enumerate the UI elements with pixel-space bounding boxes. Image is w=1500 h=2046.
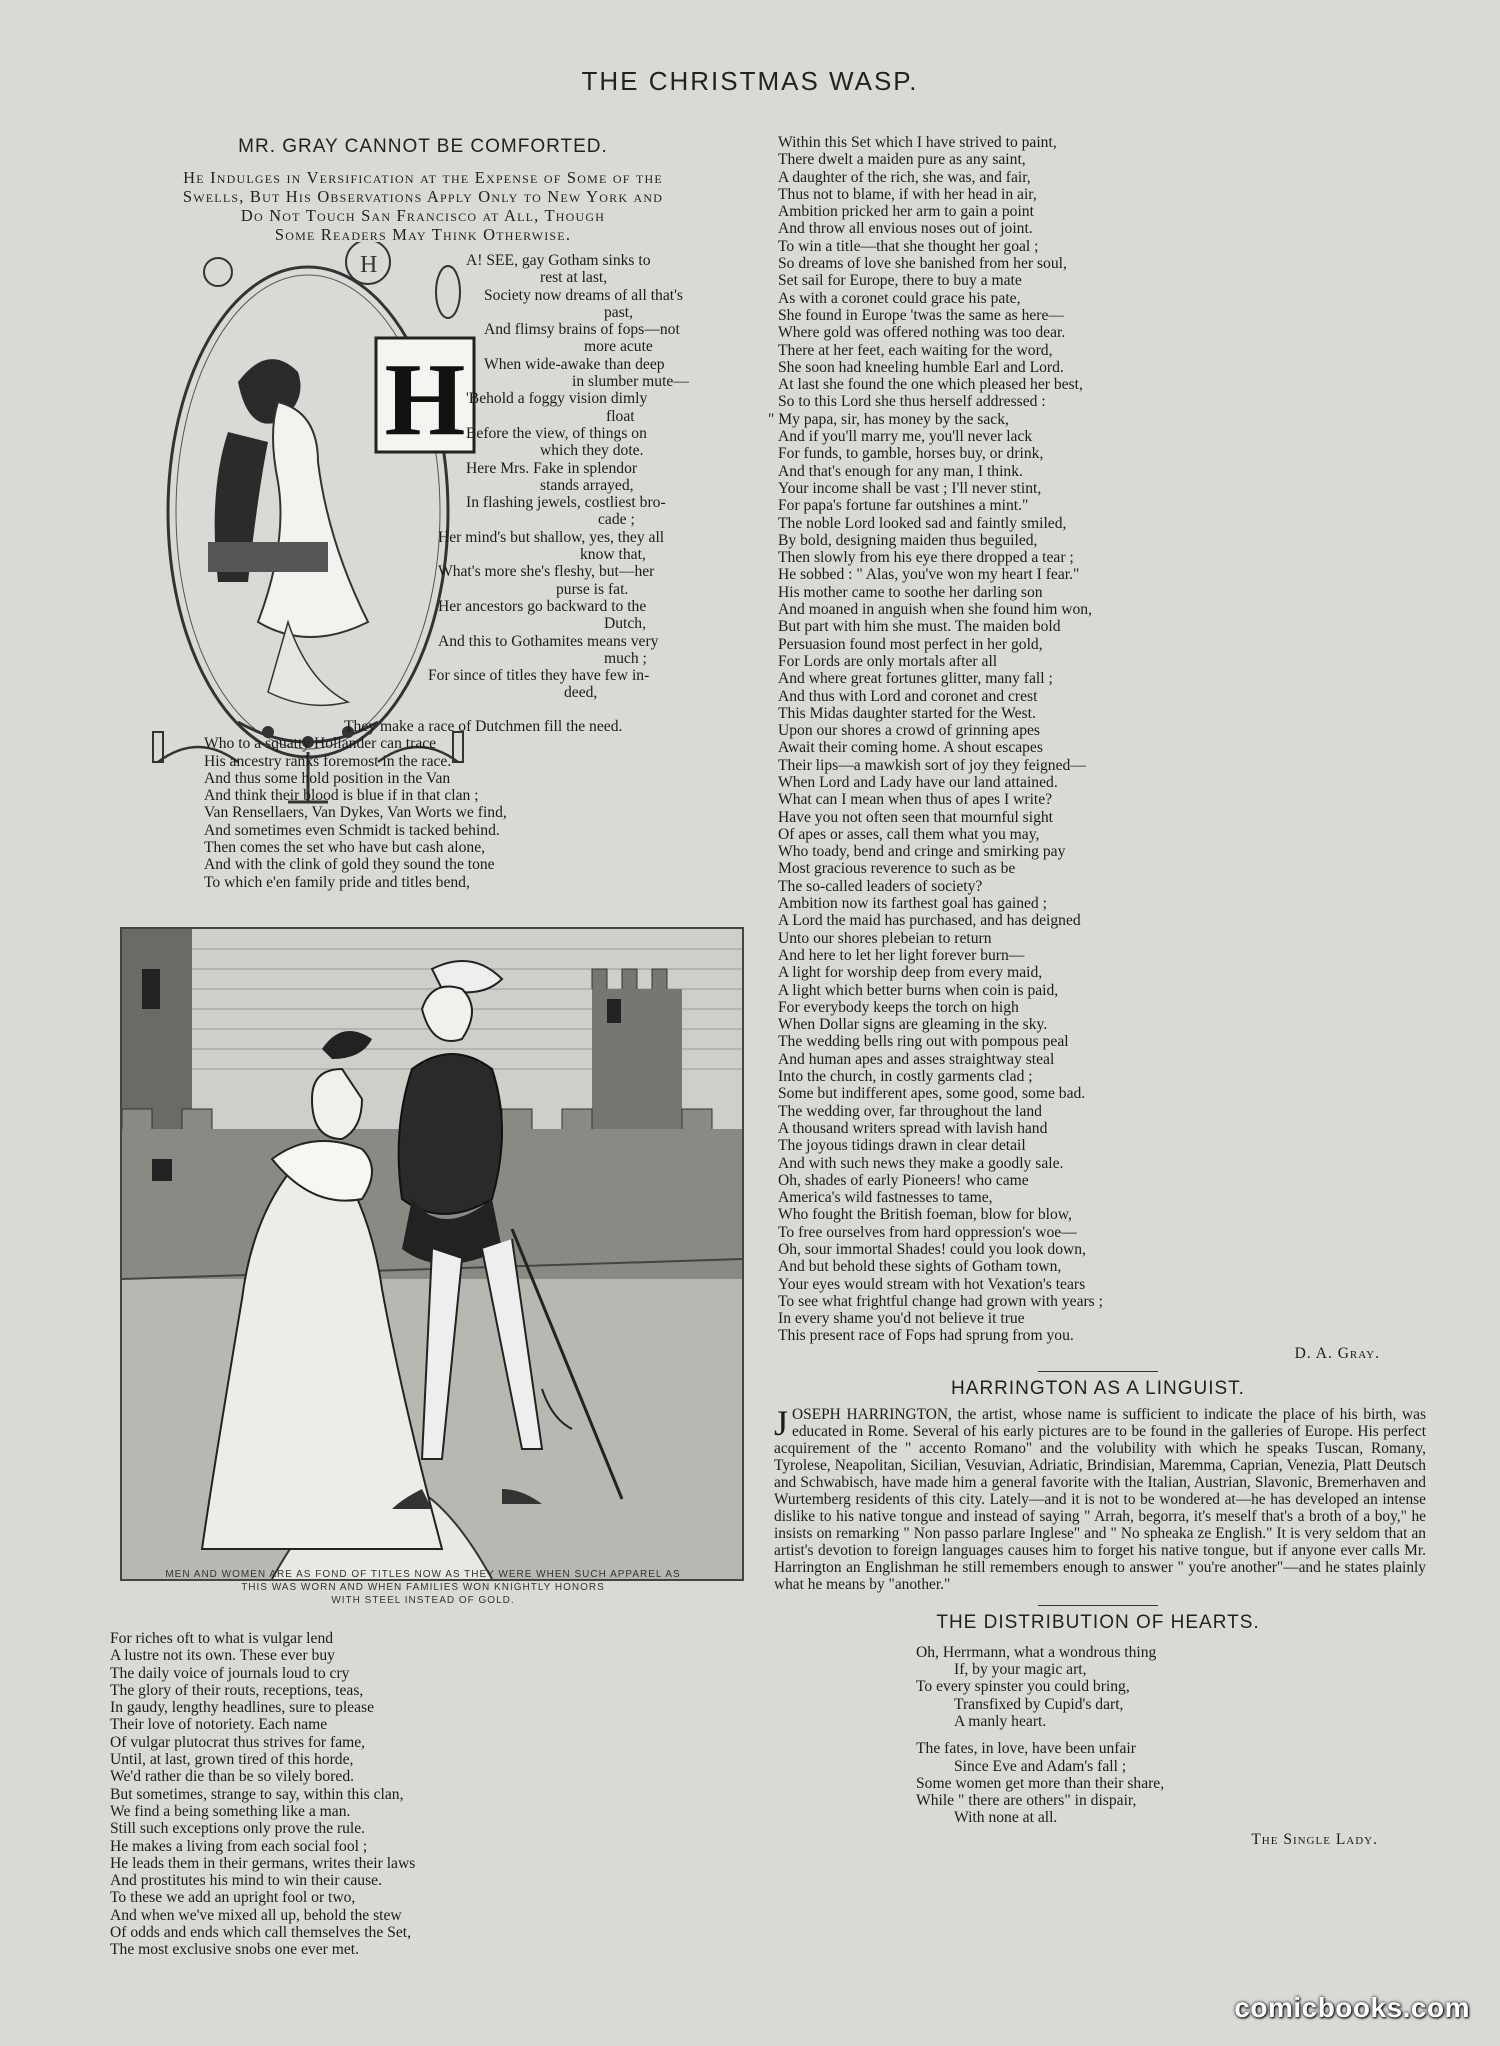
verse-line: Some but indifferent apes, some good, some bad.	[778, 1085, 1086, 1103]
article2-title: HARRINGTON AS A LINGUIST.	[951, 1377, 1245, 1399]
verse-line: To see what frightful change had grown with years ;	[778, 1292, 1103, 1310]
castle-couple-illustration	[120, 927, 744, 1581]
verse-line: America's wild fastnesses to tame,	[778, 1189, 993, 1207]
section-divider	[1038, 1605, 1158, 1606]
subhead-line: Some Readers May Think Otherwise.	[274, 225, 572, 244]
verse-line: For everybody keeps the torch on high	[778, 998, 1019, 1016]
verse-line: And moaned in anguish when she found him won,	[778, 601, 1092, 619]
verse-line: The joyous tidings drawn in clear detail	[778, 1137, 1026, 1155]
verse-line: Who fought the British foeman, blow for blow,	[778, 1206, 1072, 1224]
verse-line: The wedding bells ring out with pompous peal	[778, 1033, 1069, 1051]
verse-line: float	[606, 407, 635, 425]
subhead-line: Swells, But His Observations Apply Only to New York and	[182, 187, 664, 206]
verse-line: At last she found the one which pleased her best,	[778, 376, 1083, 394]
verse-line: He leads them in their germans, writes their laws	[110, 1854, 416, 1872]
verse-line: Their love of notoriety. Each name	[110, 1716, 328, 1734]
verse-line: purse is fat.	[556, 580, 629, 598]
verse-line: And flimsy brains of fops—not	[484, 321, 680, 339]
verse-line: Within this Set which I have strived to paint,	[778, 134, 1057, 151]
verse-line: So dreams of love she banished from her soul,	[778, 255, 1067, 273]
verse-line: which they dote.	[540, 442, 644, 460]
verse-line: Set sail for Europe, there to buy a mate	[778, 272, 1022, 290]
verse-line: And when we've mixed all up, behold the stew	[110, 1906, 402, 1924]
verse-line: She soon had kneeling humble Earl and Lord.	[778, 358, 1064, 376]
verse-line: Oh, shades of early Pioneers! who came	[778, 1171, 1029, 1189]
right-column	[768, 134, 1426, 1849]
verse-line: So to this Lord she thus herself addressed :	[778, 393, 1046, 411]
verse-line: Their lips—a mawkish sort of joy they feigned—	[778, 756, 1086, 774]
caption-line: THIS WAS WORN AND WHEN FAMILIES WON KNIGHTLY HONORS	[241, 1582, 605, 1593]
verse-line: As with a coronet could grace his pate,	[778, 289, 1021, 307]
verse-line: A light for worship deep from every maid,	[778, 964, 1043, 982]
verse-line: There dwelt a maiden pure as any saint,	[778, 151, 1026, 169]
verse-line: And thus with Lord and coronet and crest	[778, 687, 1038, 705]
article1-subhead	[98, 168, 748, 244]
verse-line: When Dollar signs are gleaming in the sky.	[778, 1016, 1048, 1034]
verse-line: Her ancestors go backward to the	[438, 597, 647, 615]
verse-line: cade ;	[598, 511, 635, 529]
verse-line: deed,	[564, 684, 598, 702]
verse-line: Van Rensellaers, Van Dykes, Van Worts we find,	[204, 804, 507, 822]
verse-line: What can I mean when thus of apes I write?	[778, 791, 1053, 809]
verse-line: Before the view, of things on	[466, 424, 647, 442]
subhead-line: He Indulges in Versification at the Expense of Some of the	[183, 168, 663, 187]
section-divider	[1038, 1371, 1158, 1372]
verse-line: A! SEE, gay Gotham sinks to	[466, 252, 651, 269]
verse-line: And human apes and asses straightway steal	[778, 1050, 1055, 1068]
verse-line: For Lords are only mortals after all	[778, 652, 998, 670]
signature-gray: D. A. Gray.	[1294, 1344, 1380, 1362]
signature-single-lady: The Single Lady.	[1251, 1830, 1378, 1848]
verse-line: Your income shall be vast ; I'll never stint,	[778, 479, 1042, 497]
verse-line: And this to Gothamites means very	[438, 632, 659, 650]
verse-line: For riches oft to what is vulgar lend	[110, 1630, 334, 1647]
verse-line: Oh, sour immortal Shades! could you look down,	[778, 1241, 1086, 1258]
verse-line: And thus some hold position in the Van	[204, 769, 451, 787]
poem3-text	[768, 134, 1418, 1345]
verse-line: And but behold these sights of Gotham town,	[778, 1258, 1062, 1276]
svg-text:H: H	[360, 252, 378, 278]
article1-title: MR. GRAY CANNOT BE COMFORTED.	[238, 136, 608, 157]
verse-line: And with such news they make a goodly sale.	[778, 1154, 1064, 1172]
illustration-caption	[98, 1568, 748, 1607]
verse-line: A manly heart.	[954, 1712, 1047, 1730]
verse-line: Since Eve and Adam's fall ;	[954, 1757, 1127, 1775]
verse-line: Who to a squatty Hollander can trace	[204, 735, 437, 753]
verse-line: To every spinster you could bring,	[916, 1678, 1130, 1696]
verse-line: And where great fortunes glitter, many fall ;	[778, 670, 1053, 688]
verse-line: The so-called leaders of society?	[778, 877, 983, 895]
verse-line: And that's enough for any man, I think.	[778, 462, 1023, 480]
verse-line: While " there are others" in dispair,	[916, 1792, 1137, 1810]
masthead: THE CHRISTMAS WASP.	[581, 66, 919, 96]
verse-line: But sometimes, strange to say, within this clan,	[110, 1785, 404, 1803]
verse-line: A light which better burns when coin is paid,	[778, 981, 1059, 999]
verse-line: And prostitutes his mind to win their cause.	[110, 1872, 382, 1890]
verse-line: The fates, in love, have been unfair	[916, 1740, 1136, 1758]
verse-line: His ancestry ranks foremost in the race.	[204, 752, 452, 770]
verse-line: Persuasion found most perfect in her gold,	[778, 635, 1043, 653]
verse-line: The noble Lord looked sad and faintly smiled,	[778, 514, 1067, 532]
verse-line: Unto our shores plebeian to return	[778, 929, 992, 947]
verse-line: To win a title—that she thought her goal ;	[778, 237, 1039, 255]
verse-line: In gaudy, lengthy headlines, sure to please	[110, 1699, 375, 1717]
verse-line: much ;	[604, 649, 647, 667]
watermark: comicbooks.com	[1234, 1992, 1470, 2023]
poem2-text	[110, 1630, 670, 1959]
verse-line: Ambition now its farthest goal has gained ;	[778, 895, 1047, 913]
verse-line: She found in Europe 'twas the same as here—	[778, 306, 1065, 324]
verse-line: Dutch,	[604, 615, 647, 633]
verse-line: Of vulgar plutocrat thus strives for fame,	[110, 1733, 366, 1751]
verse-line: Until, at last, grown tired of this horde,	[110, 1751, 354, 1769]
verse-line: They make a race of Dutchmen fill the need.	[344, 718, 623, 735]
verse-line: For funds, to gamble, horses buy, or drink,	[778, 445, 1044, 463]
verse-line: Where gold was offered nothing was too dear.	[778, 324, 1066, 342]
verse-line: And with the clink of gold they sound the tone	[204, 856, 495, 874]
caption-line: MEN AND WOMEN ARE AS FOND OF TITLES NOW AS THEY WERE WHEN SUCH APPAREL AS	[165, 1569, 681, 1580]
caption-line: WITH STEEL INSTEAD OF GOLD.	[331, 1595, 515, 1606]
verse-line: Society now dreams of all that's	[484, 286, 683, 304]
verse-line: The glory of their routs, receptions, teas,	[110, 1681, 364, 1699]
verse-line: past,	[604, 303, 634, 321]
verse-line: He sobbed : " Alas, you've won my heart I fear."	[778, 566, 1080, 584]
verse-line: rest at last,	[540, 269, 608, 287]
verse-line: The daily voice of journals loud to cry	[110, 1664, 350, 1682]
verse-line: In every shame you'd not believe it true	[778, 1310, 1025, 1328]
article2-text: OSEPH HARRINGTON, the artist, whose name is sufficient to indicate the place of his birth, was educated in Rome. Several of his early pictures are to be found in the galleries of Europe. His perfect acquirement of the " accento Romano" and the volubility with which he speaks Tuscan, Romany, Tyrolese, Neapolitan, Sicilian, Vesuvian, Adriatic, Brindisian, Maremma, Caprian, Venezia, Platt Deutsch and Schwabisch, have made him a general favorite with the Italian, Austrian, Slavonic, Bremerhaven and Wurtemberg residents of this city. Lately—and it is not to be wondered at—he has developed an intense dislike to his native tongue and instead of saying " Arrah, begorra, it's meself that's a broth of a boy," he insists on remarking " Non passo parlare Inglese" and " No spheaka ze English." It is very seldom that an artist's devotion to foreign languages causes him to forget his native tongue, but if anyone ever calls Mr. Harrington an Englishman he still remembers enough to answer " you're another"—and he states plainly what he means by "another."	[774, 1405, 1426, 1593]
svg-text:H: H	[384, 342, 466, 454]
verse-line: Into the church, in costly garments clad ;	[778, 1068, 1033, 1086]
dropcap-j: J	[774, 1402, 789, 1443]
verse-line: Then slowly from his eye there dropped a tear ;	[778, 549, 1074, 567]
verse-line: For since of titles they have few in-	[428, 667, 650, 685]
verse-line: And think their blood is blue if in that clan ;	[204, 787, 479, 805]
verse-line: And here to let her light forever burn—	[778, 946, 1025, 964]
verse-line: Await their coming home. A shout escapes	[778, 739, 1043, 757]
verse-line: We'd rather die than be so vilely bored.	[110, 1768, 355, 1786]
verse-line: A thousand writers spread with lavish hand	[778, 1119, 1048, 1137]
verse-line: But part with him she must. The maiden bold	[778, 618, 1061, 636]
verse-line: stands arrayed,	[540, 476, 634, 494]
verse-line: If, by your magic art,	[954, 1661, 1087, 1679]
verse-line: Of apes or asses, call them what you may,	[778, 825, 1040, 843]
verse-line: Your eyes would stream with hot Vexation's tears	[778, 1275, 1086, 1293]
verse-line: To which e'en family pride and titles bend,	[204, 873, 470, 891]
verse-line: Thus not to blame, if with her head in air,	[778, 185, 1037, 203]
verse-line: know that,	[580, 546, 646, 564]
hearts-poem	[916, 1644, 1418, 1827]
verse-line: When Lord and Lady have our land attained.	[778, 773, 1058, 791]
verse-line: This present race of Fops had sprung from you.	[778, 1327, 1074, 1345]
verse-line: Upon our shores a crowd of grinning apes	[778, 722, 1041, 740]
verse-line: Who toady, bend and cringe and smirking pay	[778, 843, 1066, 861]
verse-line: He makes a living from each social fool ;	[110, 1837, 368, 1855]
verse-line: Then comes the set who have but cash alone,	[204, 839, 486, 857]
verse-line: For papa's fortune far outshines a mint."	[778, 497, 1029, 515]
verse-line: And sometimes even Schmidt is tacked behind.	[204, 821, 500, 839]
verse-line: To free ourselves from hard oppression's woe—	[778, 1223, 1077, 1241]
verse-line: The most exclusive snobs one ever met.	[110, 1941, 360, 1959]
verse-line: A Lord the maid has purchased, and has deigned	[778, 912, 1081, 930]
left-column	[98, 136, 748, 891]
verse-line: To these we add an upright fool or two,	[110, 1889, 356, 1907]
subhead-line: Do Not Touch San Francisco at All, Though	[240, 206, 606, 225]
verse-line: And throw all envious noses out of joint.	[778, 220, 1033, 238]
verse-line: Still such exceptions only prove the rule.	[110, 1820, 366, 1838]
verse-line: By bold, designing maiden thus beguiled,	[778, 531, 1038, 549]
verse-line: 'Behold a foggy vision dimly	[466, 390, 648, 408]
verse-line: A lustre not its own. These ever buy	[110, 1647, 335, 1665]
verse-line: Most gracious reverence to such as be	[778, 860, 1016, 878]
verse-line: Ambition pricked her arm to gain a point	[778, 203, 1034, 221]
verse-line: Transfixed by Cupid's dart,	[954, 1695, 1124, 1713]
verse-line: " My papa, sir, has money by the sack,	[768, 410, 1009, 428]
verse-line: Here Mrs. Fake in splendor	[466, 459, 638, 477]
article3-title: THE DISTRIBUTION OF HEARTS.	[936, 1611, 1260, 1633]
verse-line: Her mind's but shallow, yes, they all	[438, 528, 665, 546]
verse-line: more acute	[584, 338, 653, 356]
verse-line: Have you not often seen that mournful sight	[778, 808, 1053, 826]
verse-line: Oh, Herrmann, what a wondrous thing	[916, 1643, 1157, 1661]
verse-line: There at her feet, each waiting for the word,	[778, 341, 1053, 359]
verse-line: Some women get more than their share,	[916, 1774, 1165, 1792]
verse-line: A daughter of the rich, she was, and fair,	[778, 168, 1031, 186]
verse-line: in slumber mute—	[572, 373, 689, 391]
verse-line: The wedding over, far throughout the land	[778, 1102, 1042, 1120]
verse-line: When wide-awake than deep	[484, 355, 665, 373]
verse-line: In flashing jewels, costliest bro-	[466, 494, 666, 512]
verse-line: And if you'll marry me, you'll never lack	[778, 428, 1033, 446]
verse-line: This Midas daughter started for the West.	[778, 704, 1036, 722]
poem1-continuation	[204, 718, 764, 891]
verse-line: With none at all.	[954, 1809, 1058, 1827]
verse-line: His mother came to soothe her darling son	[778, 583, 1043, 601]
verse-line: Of odds and ends which call themselves the Set,	[110, 1924, 411, 1942]
verse-line: We find a being something like a man.	[110, 1802, 351, 1820]
article2-body	[774, 1402, 1426, 1593]
verse-line: What's more she's fleshy, but—her	[438, 563, 655, 581]
